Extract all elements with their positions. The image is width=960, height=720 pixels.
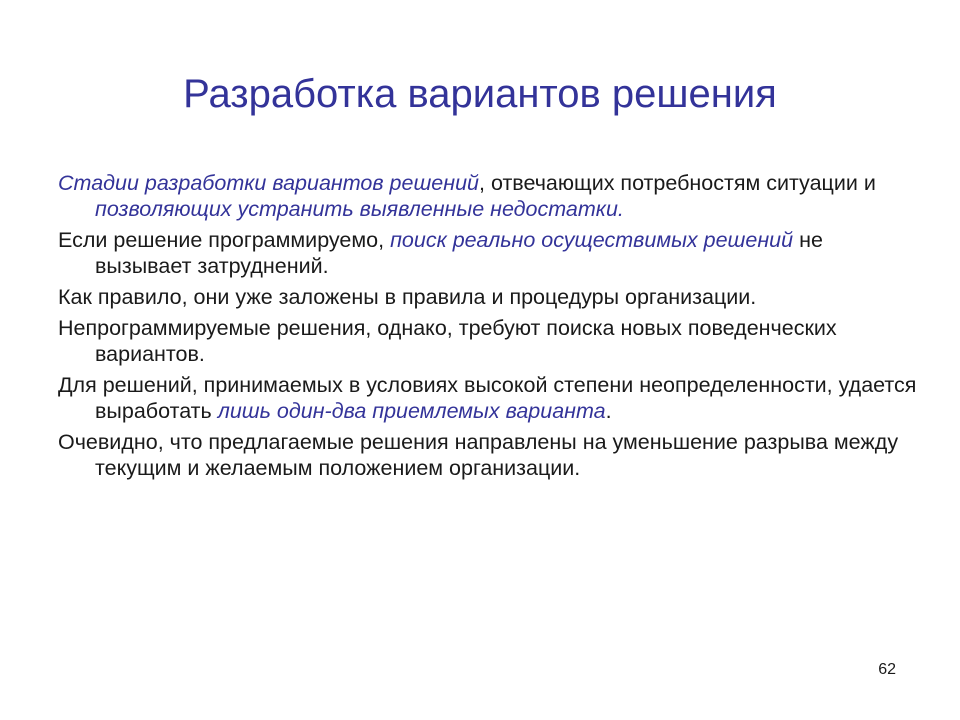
body-text: Как правило, они уже заложены в правила и процедуры организации. bbox=[58, 285, 757, 309]
emphasis-text: лишь один-два приемлемых варианта bbox=[217, 399, 606, 423]
paragraph bbox=[58, 315, 918, 367]
slide-title: Разработка вариантов решения bbox=[183, 72, 777, 116]
body-text: Если решение программируемо, bbox=[58, 228, 391, 252]
page-number: 62 bbox=[878, 661, 896, 678]
body-text: Непрограммируемые решения, однако, требуют поиска новых поведенческих вариантов. bbox=[58, 316, 837, 366]
body-text: Для решений, принимаемых в условиях высокой степени неопределенности, удается выработать bbox=[58, 373, 917, 423]
paragraph bbox=[58, 284, 918, 310]
body-text: не вызывает затруднений. bbox=[95, 228, 823, 278]
body-text: , отвечающих потребностям ситуации и bbox=[479, 171, 876, 195]
slide-body bbox=[58, 170, 918, 486]
body-text: . bbox=[605, 399, 612, 423]
paragraph bbox=[58, 429, 918, 481]
emphasis-text: поиск реально осуществимых решений bbox=[390, 228, 794, 252]
paragraph bbox=[58, 227, 918, 279]
paragraph bbox=[58, 170, 918, 222]
body-text: Очевидно, что предлагаемые решения направлены на уменьшение разрыва между текущим и желаемым положением организации. bbox=[58, 430, 899, 480]
emphasis-text: позволяющих устранить выявленные недостатки. bbox=[95, 197, 624, 221]
paragraph bbox=[58, 372, 918, 424]
emphasis-text: Стадии разработки вариантов решений bbox=[58, 171, 480, 195]
